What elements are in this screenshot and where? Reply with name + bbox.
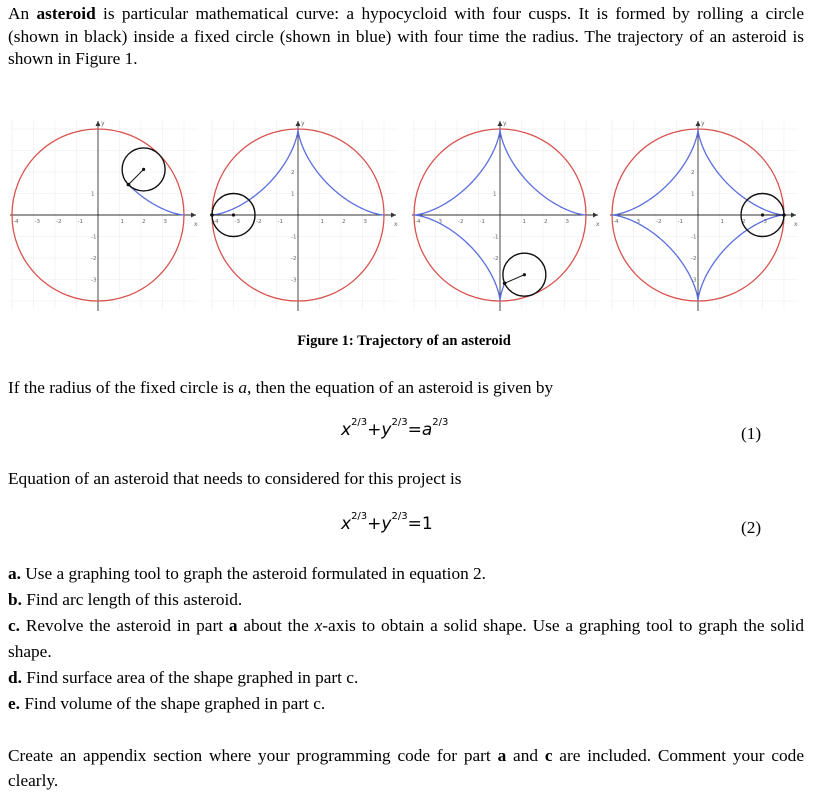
x-tick-label: -2: [656, 219, 662, 225]
y-axis-arrow: [296, 121, 301, 126]
task-item-d: [8, 665, 804, 691]
figure-panel-4: [608, 115, 803, 315]
eq1-exp-x: 2/3: [351, 417, 368, 429]
y-tick-label: -1: [691, 234, 697, 241]
eq2-y: y: [381, 514, 392, 534]
eq2-exp-y: 2/3: [391, 511, 408, 523]
figure-panel-2-plot: [208, 115, 403, 315]
x-tick-label: -3: [436, 219, 442, 225]
x-tick-label: 3: [363, 219, 367, 225]
tracing-point: [782, 213, 786, 217]
rolling-center: [523, 273, 526, 276]
task-c-text-2: about the: [237, 616, 315, 635]
tracing-point: [503, 281, 507, 285]
y-tick-label: -1: [91, 234, 97, 241]
eq1-a: a: [421, 420, 433, 440]
x-tick-label: 3: [565, 219, 569, 225]
intro-text-2: is particular mathematical curve: a hypocycloid with four cusps. It is formed by rolling a circle (shown in black) inside a fixed circle (shown in blue) with four time the radius. The trajectory of an asteroid is shown in Figure 1.: [8, 4, 804, 68]
y-tick-label: 1: [493, 191, 497, 198]
x-tick-label: -2: [256, 219, 262, 225]
y-tick-label: 1: [91, 191, 95, 198]
x-tick-label: -1: [677, 219, 683, 225]
task-c-text-3: -axis to obtain a solid shape. Use a graphing tool to graph the solid shape.: [8, 616, 804, 661]
x-tick-label: 2: [142, 219, 146, 225]
x-axis-arrow: [593, 213, 598, 218]
eq2-exp-x: 2/3: [351, 511, 368, 523]
closing-text-1: Create an appendix section where your programming code for part: [8, 746, 498, 765]
task-a-text: Use a graphing tool to graph the asteroid formulated in equation 2.: [20, 564, 487, 583]
y-axis-label: y: [503, 120, 507, 127]
x-tick-label: -3: [234, 219, 240, 225]
y-axis-arrow: [696, 121, 701, 126]
x-tick-label: -2: [56, 219, 62, 225]
task-e-text: Find volume of the shape graphed in part c.: [20, 694, 326, 713]
task-item-b: [8, 587, 804, 613]
closing-ref-c: c: [544, 746, 553, 765]
x-tick-label: -4: [613, 219, 619, 225]
x-tick-label: 3: [763, 219, 767, 225]
x-tick-label: -1: [77, 219, 83, 225]
x-tick-label: 1: [120, 219, 124, 225]
eq2-equals: =: [407, 514, 422, 534]
x-axis-label: x: [194, 221, 198, 228]
y-tick-label: -2: [291, 256, 297, 262]
equation-2: [341, 511, 433, 534]
x-tick-label: -4: [415, 219, 421, 225]
y-axis-arrow: [498, 121, 503, 126]
task-item-c: [8, 613, 804, 665]
x-tick-label: 1: [720, 219, 724, 225]
rolling-center: [232, 213, 235, 216]
figure-panel-3: [410, 115, 605, 315]
lead-paragraph: [8, 377, 804, 400]
eq2-plus: +: [367, 514, 382, 534]
intro-text-1: An: [8, 4, 37, 23]
y-axis-label: y: [101, 120, 105, 127]
eq1-exp-y: 2/3: [391, 417, 408, 429]
task-c-axis: x: [314, 616, 323, 635]
figure-panel-3-plot: [410, 115, 605, 315]
consider-paragraph: Equation of an asteroid that needs to considered for this project is: [8, 469, 462, 488]
x-tick-label: 1: [320, 219, 324, 225]
lead-text-1: If the radius of the fixed circle is: [8, 378, 239, 397]
figure-panel-1-plot: [8, 115, 203, 315]
task-d-text: Find surface area of the shape graphed in part c.: [21, 668, 359, 687]
lead-text-2: , then the equation of an asteroid is given by: [246, 378, 554, 397]
y-tick-label: -1: [493, 234, 499, 241]
eq1-plus: +: [367, 420, 382, 440]
rolling-center: [761, 213, 764, 216]
y-tick-label: 2: [291, 170, 295, 176]
tracing-point: [127, 183, 131, 187]
equation-1-number: (1): [741, 424, 762, 443]
x-axis-arrow: [791, 213, 796, 218]
x-tick-label: -1: [479, 219, 485, 225]
y-axis-label: y: [701, 120, 705, 127]
eq2-rhs: 1: [421, 514, 433, 534]
x-axis-arrow: [391, 213, 396, 218]
x-tick-label: 2: [342, 219, 346, 225]
intro-paragraph: [8, 3, 804, 71]
x-tick-label: 2: [544, 219, 548, 225]
task-a-label: a.: [8, 564, 21, 583]
x-tick-label: -4: [13, 219, 19, 225]
x-tick-label: -3: [34, 219, 40, 225]
figure-caption: Figure 1: Trajectory of an asteroid: [297, 333, 511, 349]
y-tick-label: -2: [91, 256, 97, 262]
x-axis-label: x: [794, 221, 798, 228]
y-tick-label: -1: [291, 234, 297, 241]
y-tick-label: -3: [91, 277, 97, 284]
rolling-radius: [128, 169, 143, 184]
lead-var-a: a: [238, 378, 247, 397]
y-tick-label: 1: [691, 191, 695, 198]
y-tick-label: 2: [691, 170, 695, 176]
rolling-center: [142, 168, 145, 171]
x-tick-label: -2: [458, 219, 464, 225]
equation-1: [341, 417, 449, 440]
y-axis-arrow: [96, 121, 101, 126]
x-axis-label: x: [596, 221, 600, 228]
task-c-label: c.: [8, 616, 20, 635]
x-tick-label: 1: [522, 219, 526, 225]
closing-text-3: are included. Comment your code clearly.: [8, 746, 804, 790]
x-tick-label: 2: [742, 219, 746, 225]
x-tick-label: -3: [634, 219, 640, 225]
figure-panel-1: [8, 115, 203, 315]
equation-2-number: (2): [741, 518, 762, 537]
y-axis-label: y: [301, 120, 305, 127]
x-axis-arrow: [191, 213, 196, 218]
task-c-ref: a: [228, 616, 238, 635]
task-item-e: [8, 691, 804, 717]
asteroid-term: asteroid: [36, 4, 96, 23]
closing-text-2: and: [506, 746, 545, 765]
figure-panel-2: [208, 115, 403, 315]
task-b-label: b.: [8, 590, 22, 609]
closing-ref-a: a: [497, 746, 507, 765]
task-item-a: [8, 561, 804, 587]
y-tick-label: -3: [291, 277, 297, 284]
x-tick-label: 3: [163, 219, 167, 225]
task-c-text-1: Revolve the asteroid in part: [20, 616, 229, 635]
y-tick-label: -2: [691, 256, 697, 262]
task-b-text: Find arc length of this asteroid.: [21, 590, 243, 609]
eq1-x: x: [341, 420, 352, 440]
figure-panel-4-plot: [608, 115, 803, 315]
y-tick-label: 1: [291, 191, 295, 198]
y-tick-label: -2: [493, 256, 499, 262]
task-e-label: e.: [8, 694, 20, 713]
eq1-exp-a: 2/3: [432, 417, 449, 429]
y-tick-label: -3: [691, 277, 697, 284]
eq1-y: y: [381, 420, 392, 440]
x-axis-label: x: [394, 221, 398, 228]
closing-paragraph: [8, 743, 804, 793]
eq1-equals: =: [407, 420, 422, 440]
x-tick-label: -4: [213, 219, 219, 225]
figure-panels: [8, 115, 803, 315]
eq2-x: x: [341, 514, 352, 534]
task-d-label: d.: [8, 668, 22, 687]
x-tick-label: -1: [277, 219, 283, 225]
tracing-point: [210, 213, 214, 217]
